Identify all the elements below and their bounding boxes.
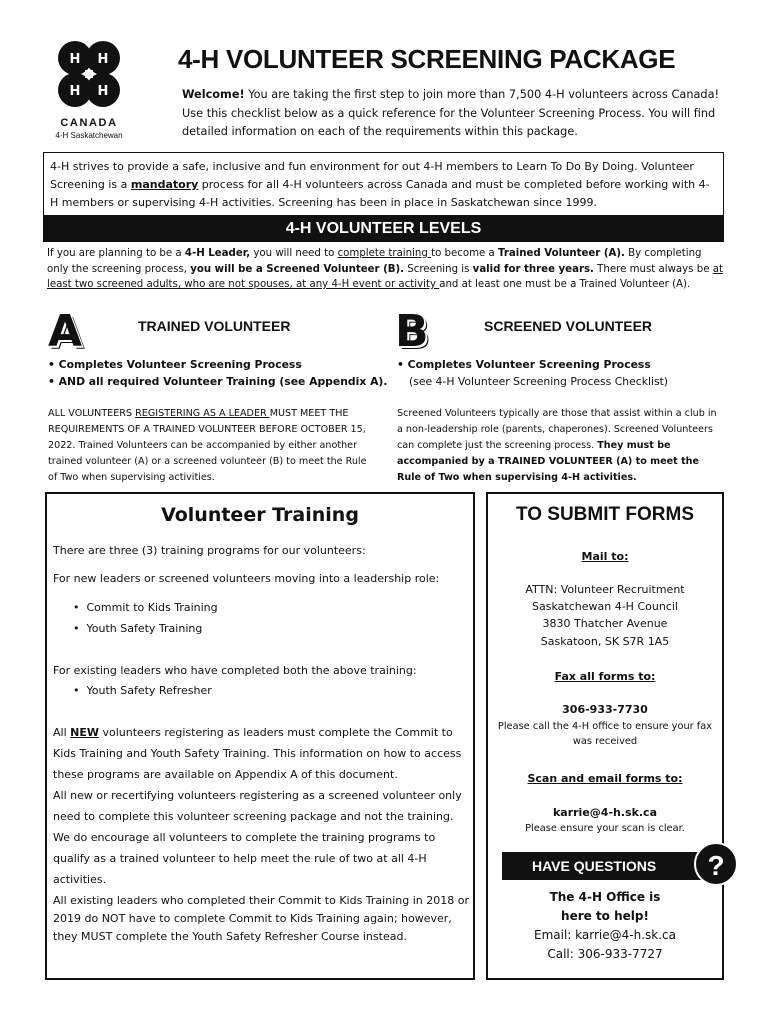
submit-email[interactable]: karrie@4-h.sk.ca	[552, 806, 658, 819]
training-list-existing	[53, 680, 471, 701]
levels-text-13: and at least one must be a Trained Volunteer (A).	[439, 279, 691, 290]
levels-text-5: to become a	[431, 248, 499, 259]
trained-volunteer-heading: TRAINED VOLUNTEER	[138, 318, 291, 334]
training-para-1b: NEW	[70, 726, 99, 739]
training-item-youth-safety: • Youth Safety Training	[73, 618, 471, 639]
training-para-1c: volunteers registering as leaders must complete the Commit to Kids Training and Youth Safety Training. This information on how to access these programs are available on Appendix A of this document.	[53, 726, 462, 781]
logo-province: 4-H Saskatchewan	[55, 131, 123, 140]
training-list-new	[53, 597, 471, 639]
trained-bullet-2-text: AND all required Volunteer Training (see Appendix A).	[58, 375, 388, 388]
svg-text:H: H	[69, 84, 81, 99]
screened-bullet-1-sub: (see 4-H Volunteer Screening Process Checklist)	[409, 375, 669, 388]
trained-bullet-2: • AND all required Volunteer Training (see Appendix A).	[48, 375, 388, 388]
fax-heading: Fax all forms to:	[554, 670, 656, 683]
page-title: 4-H VOLUNTEER SCREENING PACKAGE	[178, 44, 676, 74]
training-line-3: For existing leaders who have completed both the above training:	[53, 664, 417, 677]
intro-mandatory: mandatory	[130, 178, 199, 191]
levels-text-8: you will be a Screened Volunteer (B).	[190, 263, 405, 275]
levels-text-12: at least two screened adults, who are not spouses, at any 4-H event or activity	[47, 263, 723, 290]
volunteer-training-box	[45, 492, 475, 980]
address-line-2: Saskatchewan 4-H Council	[532, 600, 678, 613]
svg-text:H: H	[97, 84, 109, 99]
address-line-3: 3830 Thatcher Avenue	[542, 617, 668, 630]
email-heading: Scan and email forms to:	[527, 772, 683, 785]
levels-text-4: complete training	[337, 248, 432, 259]
training-title: Volunteer Training	[161, 504, 359, 526]
levels-text-2: 4-H Leader,	[184, 248, 251, 259]
svg-text:H: H	[69, 52, 81, 67]
address-line-1: ATTN: Volunteer Recruitment	[525, 583, 685, 596]
help-email[interactable]: Email: karrie@4-h.sk.ca	[534, 928, 676, 942]
trained-para-2: REGISTERING AS A LEADER	[135, 408, 270, 419]
training-paragraph-existing: All existing leaders who completed their Commit to Kids Training in 2018 or 2019 do NOT have to complete Commit to Kids Training again; however, they MUST complete the Youth Safety Refresher Course instead.	[53, 894, 469, 943]
levels-text-7: By completing only the screening process,	[47, 248, 702, 275]
screened-paragraph	[397, 406, 722, 486]
levels-text-6: Trained Volunteer (A).	[498, 248, 625, 259]
welcome-body: You are taking the first step to join more than 7,500 4-H volunteers across Canada! Use this checklist below as a quick reference for the Volunteer Screening Process. You will find detailed information on each of the requirements within this package.	[182, 88, 720, 138]
trained-bullet-1-text: Completes Volunteer Screening Process	[58, 358, 302, 371]
screened-volunteer-heading: SCREENED VOLUNTEER	[484, 318, 653, 334]
level-a-letter: A	[48, 306, 83, 357]
trained-bullets	[48, 356, 387, 390]
levels-heading-bar: 4-H VOLUNTEER LEVELS	[43, 216, 724, 242]
4h-logo	[44, 38, 134, 146]
training-item-commit-to-kids: • Commit to Kids Training	[73, 597, 471, 618]
training-paragraph-new	[53, 722, 471, 785]
screened-bullets	[397, 356, 668, 390]
fax-number: 306-933-7730	[562, 703, 648, 716]
trained-paragraph	[48, 406, 378, 486]
intro-text-2: process for all 4-H volunteers across Canada and must be completed before working with 4-H members or supervising 4-H activities. Screening has been in place in Saskatchewan since 1999.	[50, 178, 710, 209]
levels-text-11: There must always be	[593, 263, 713, 275]
question-mark-icon: ?	[694, 842, 738, 886]
level-b-letter: B	[395, 306, 429, 357]
levels-text-10: valid for three years.	[472, 263, 594, 275]
trained-bullet-1: • Completes Volunteer Screening Process	[48, 358, 302, 371]
levels-text-3: you will need to	[250, 248, 338, 259]
email-note: Please ensure your scan is clear.	[525, 823, 685, 834]
training-paragraph-screened: All new or recertifying volunteers registering as a screened volunteer only need to complete this volunteer screening package and not the training. We do encourage all volunteers to complete the training programs to qualify as a trained volunteer to help meet the rule of two at all 4-H activities.	[53, 789, 462, 886]
submit-title: TO SUBMIT FORMS	[515, 504, 695, 525]
welcome-bold: Welcome!	[182, 88, 245, 101]
training-line-2: For new leaders or screened volunteers moving into a leadership role:	[53, 572, 440, 585]
welcome-text	[182, 86, 730, 142]
training-line-1: There are three (3) training programs for our volunteers:	[53, 544, 366, 557]
help-line-2: here to help!	[561, 909, 649, 923]
trained-para-3: MUST MEET THE REQUIREMENTS OF A TRAINED VOLUNTEER BEFORE OCTOBER 15, 2022. Trained Volunteers can be accompanied by either another trained volunteer (A) or a screened volunteer (B) to meet the Rule of Two when supervising activities.	[48, 408, 367, 483]
intro-text-1: 4-H strives to provide a safe, inclusive and fun environment for out 4-H members to Learn To Do By Doing. Volunteer Screening is a	[50, 160, 694, 191]
submit-forms-box	[486, 492, 724, 980]
screened-bullet-1-text: Completes Volunteer Screening Process	[407, 358, 651, 371]
help-phone[interactable]: Call: 306-933-7727	[547, 947, 663, 961]
logo-country: CANADA	[60, 117, 118, 129]
screened-para-2: They must be accompanied by a TRAINED VOLUNTEER (A) to meet the Rule of Two when supervising 4-H activities.	[397, 440, 699, 483]
trained-para-1: ALL VOLUNTEERS	[48, 408, 136, 419]
help-text	[488, 888, 722, 964]
help-line-1: The 4-H Office is	[549, 890, 661, 904]
address-line-4: Saskatoon, SK S7R 1A5	[540, 635, 670, 648]
levels-text-1: If you are planning to be a	[47, 248, 185, 259]
intro-box	[43, 152, 724, 216]
four-leaf-clover-icon	[50, 38, 128, 110]
levels-description	[47, 246, 723, 293]
svg-text:H: H	[97, 52, 109, 67]
fax-note: Please call the 4-H office to ensure your fax was received	[497, 721, 713, 747]
training-item-youth-safety-refresher: • Youth Safety Refresher	[73, 680, 471, 701]
levels-text-9: Screening is	[404, 263, 473, 275]
screened-bullet-1: • Completes Volunteer Screening Process	[397, 358, 651, 371]
have-questions-bar: HAVE QUESTIONS	[502, 852, 702, 880]
screened-para-1: Screened Volunteers typically are those that assist within a club in a non-leadership role (parents, chaperones). Screened Volunteers can complete just the screening process.	[397, 408, 717, 451]
mail-heading: Mail to:	[581, 550, 629, 563]
training-para-1a: All	[53, 726, 71, 739]
